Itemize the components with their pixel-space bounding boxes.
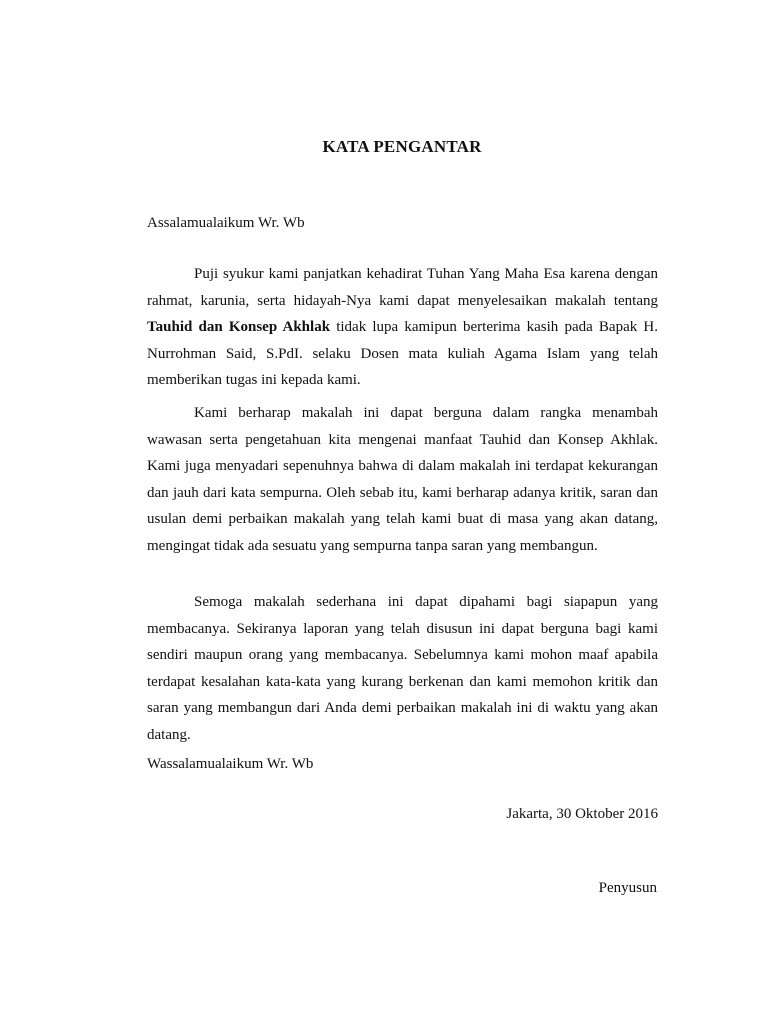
paragraph-1-text-start: Puji syukur kami panjatkan kehadirat Tuhan Yang Maha Esa karena dengan rahmat, karunia, serta hidayah-Nya kami dapat menyelesaikan makalah tentang — [147, 266, 658, 309]
signer-label: Penyusun — [598, 880, 657, 896]
paragraph-1-bold-topic: Tauhid dan Konsep Akhlak — [147, 319, 331, 335]
page-title: KATA PENGANTAR — [322, 137, 482, 156]
paragraph-3: Semoga makalah sederhana ini dapat dipahami bagi siapapun yang membacanya. Sekiranya laporan yang telah disusun ini dapat berguna bagi kami sendiri maupun orang yang membacanya. Sebelumnya kami mohon maaf apabila terdapat kesalahan kata-kata yang kurang berkenan dan kami memohon kritik dan saran yang membangun dari Anda demi perbaikan makalah ini di waktu yang akan datang. — [147, 594, 658, 743]
paragraph-1 — [147, 261, 658, 394]
opening-greeting: Assalamualaikum Wr. Wb — [147, 215, 305, 231]
paragraph-1-text-end: tidak lupa kamipun berterima kasih pada Bapak H. Nurrohman Said, S.PdI. selaku Dosen mata kuliah Agama Islam yang telah memberikan tugas ini kepada kami. — [147, 319, 658, 388]
paragraph-2: Kami berharap makalah ini dapat berguna dalam rangka menambah wawasan serta pengetahuan kita mengenai manfaat Tauhid dan Konsep Akhlak. Kami juga menyadari sepenuhnya bahwa di dalam makalah ini terdapat kekurangan dan jauh dari kata sempurna. Oleh sebab itu, kami berharap adanya kritik, saran dan usulan demi perbaikan makalah yang telah kami buat di masa yang akan datang, mengingat tidak ada sesuatu yang sempurna tanpa saran yang membangun. — [147, 405, 658, 554]
closing-greeting: Wassalamualaikum Wr. Wb — [147, 756, 314, 772]
place-and-date: Jakarta, 30 Oktober 2016 — [506, 806, 658, 822]
